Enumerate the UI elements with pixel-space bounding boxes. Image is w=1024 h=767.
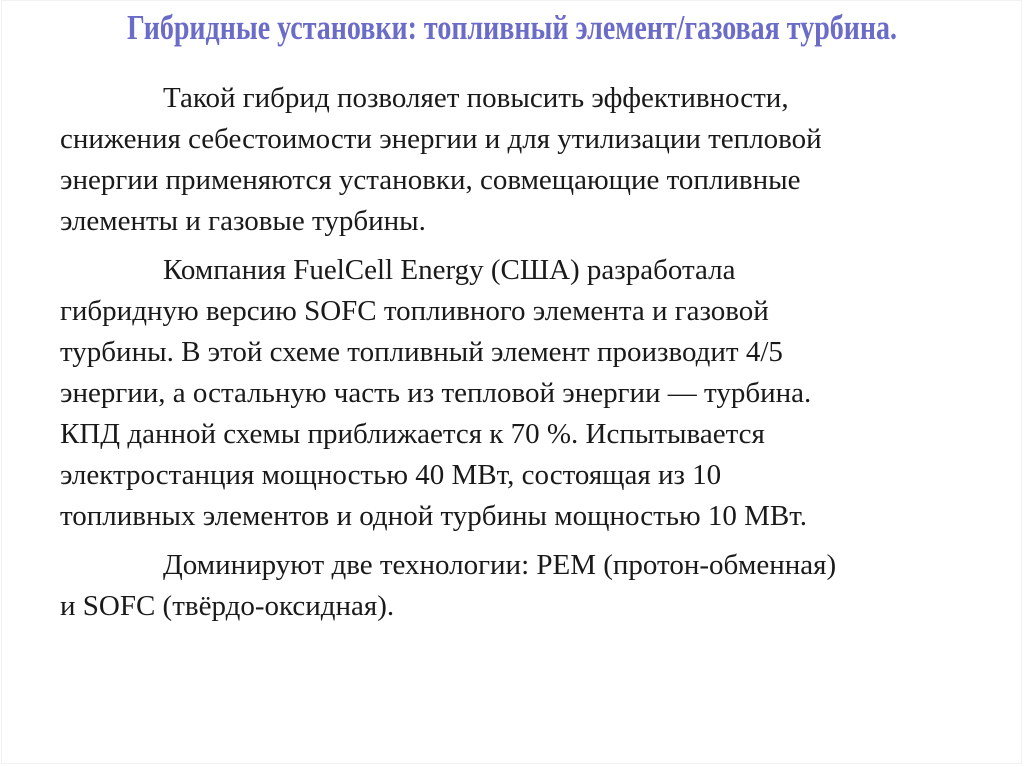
text-line: Такой гибрид позволяет повысить эффективности, (163, 82, 789, 114)
text-line: Доминируют две технологии: PEM (протон-обменная) (163, 549, 837, 581)
text-line: гибридную версию SOFC топливного элемента и газовой (60, 295, 769, 327)
text-line: КПД данной схемы приближается к 70 %. Испытывается (60, 418, 765, 450)
text-line: турбины. В этой схеме топливный элемент производит 4/5 (60, 336, 783, 368)
text-line: топливных элементов и одной турбины мощностью 10 МВт. (60, 500, 808, 532)
text-line: снижения себестоимости энергии и для утилизации тепловой (60, 123, 822, 155)
paragraph-technologies (60, 545, 980, 627)
text-line: и SOFC (твёрдо-оксидная). (60, 590, 395, 622)
paragraph-fuelcell-energy (60, 250, 980, 537)
text-line: энергии применяются установки, совмещающие топливные (60, 164, 801, 196)
paragraph-hybrid (60, 78, 980, 242)
slide-title: Гибридные установки: топливный элемент/газовая турбина. (126, 8, 898, 47)
text-line: Компания FuelCell Energy (США) разработала (163, 254, 736, 286)
slide-body (60, 78, 980, 635)
text-line: энергии, а остальную часть из тепловой энергии — турбина. (60, 377, 812, 409)
text-line: элементы и газовые турбины. (60, 205, 426, 237)
text-line: электростанция мощностью 40 МВт, состоящая из 10 (60, 459, 722, 491)
